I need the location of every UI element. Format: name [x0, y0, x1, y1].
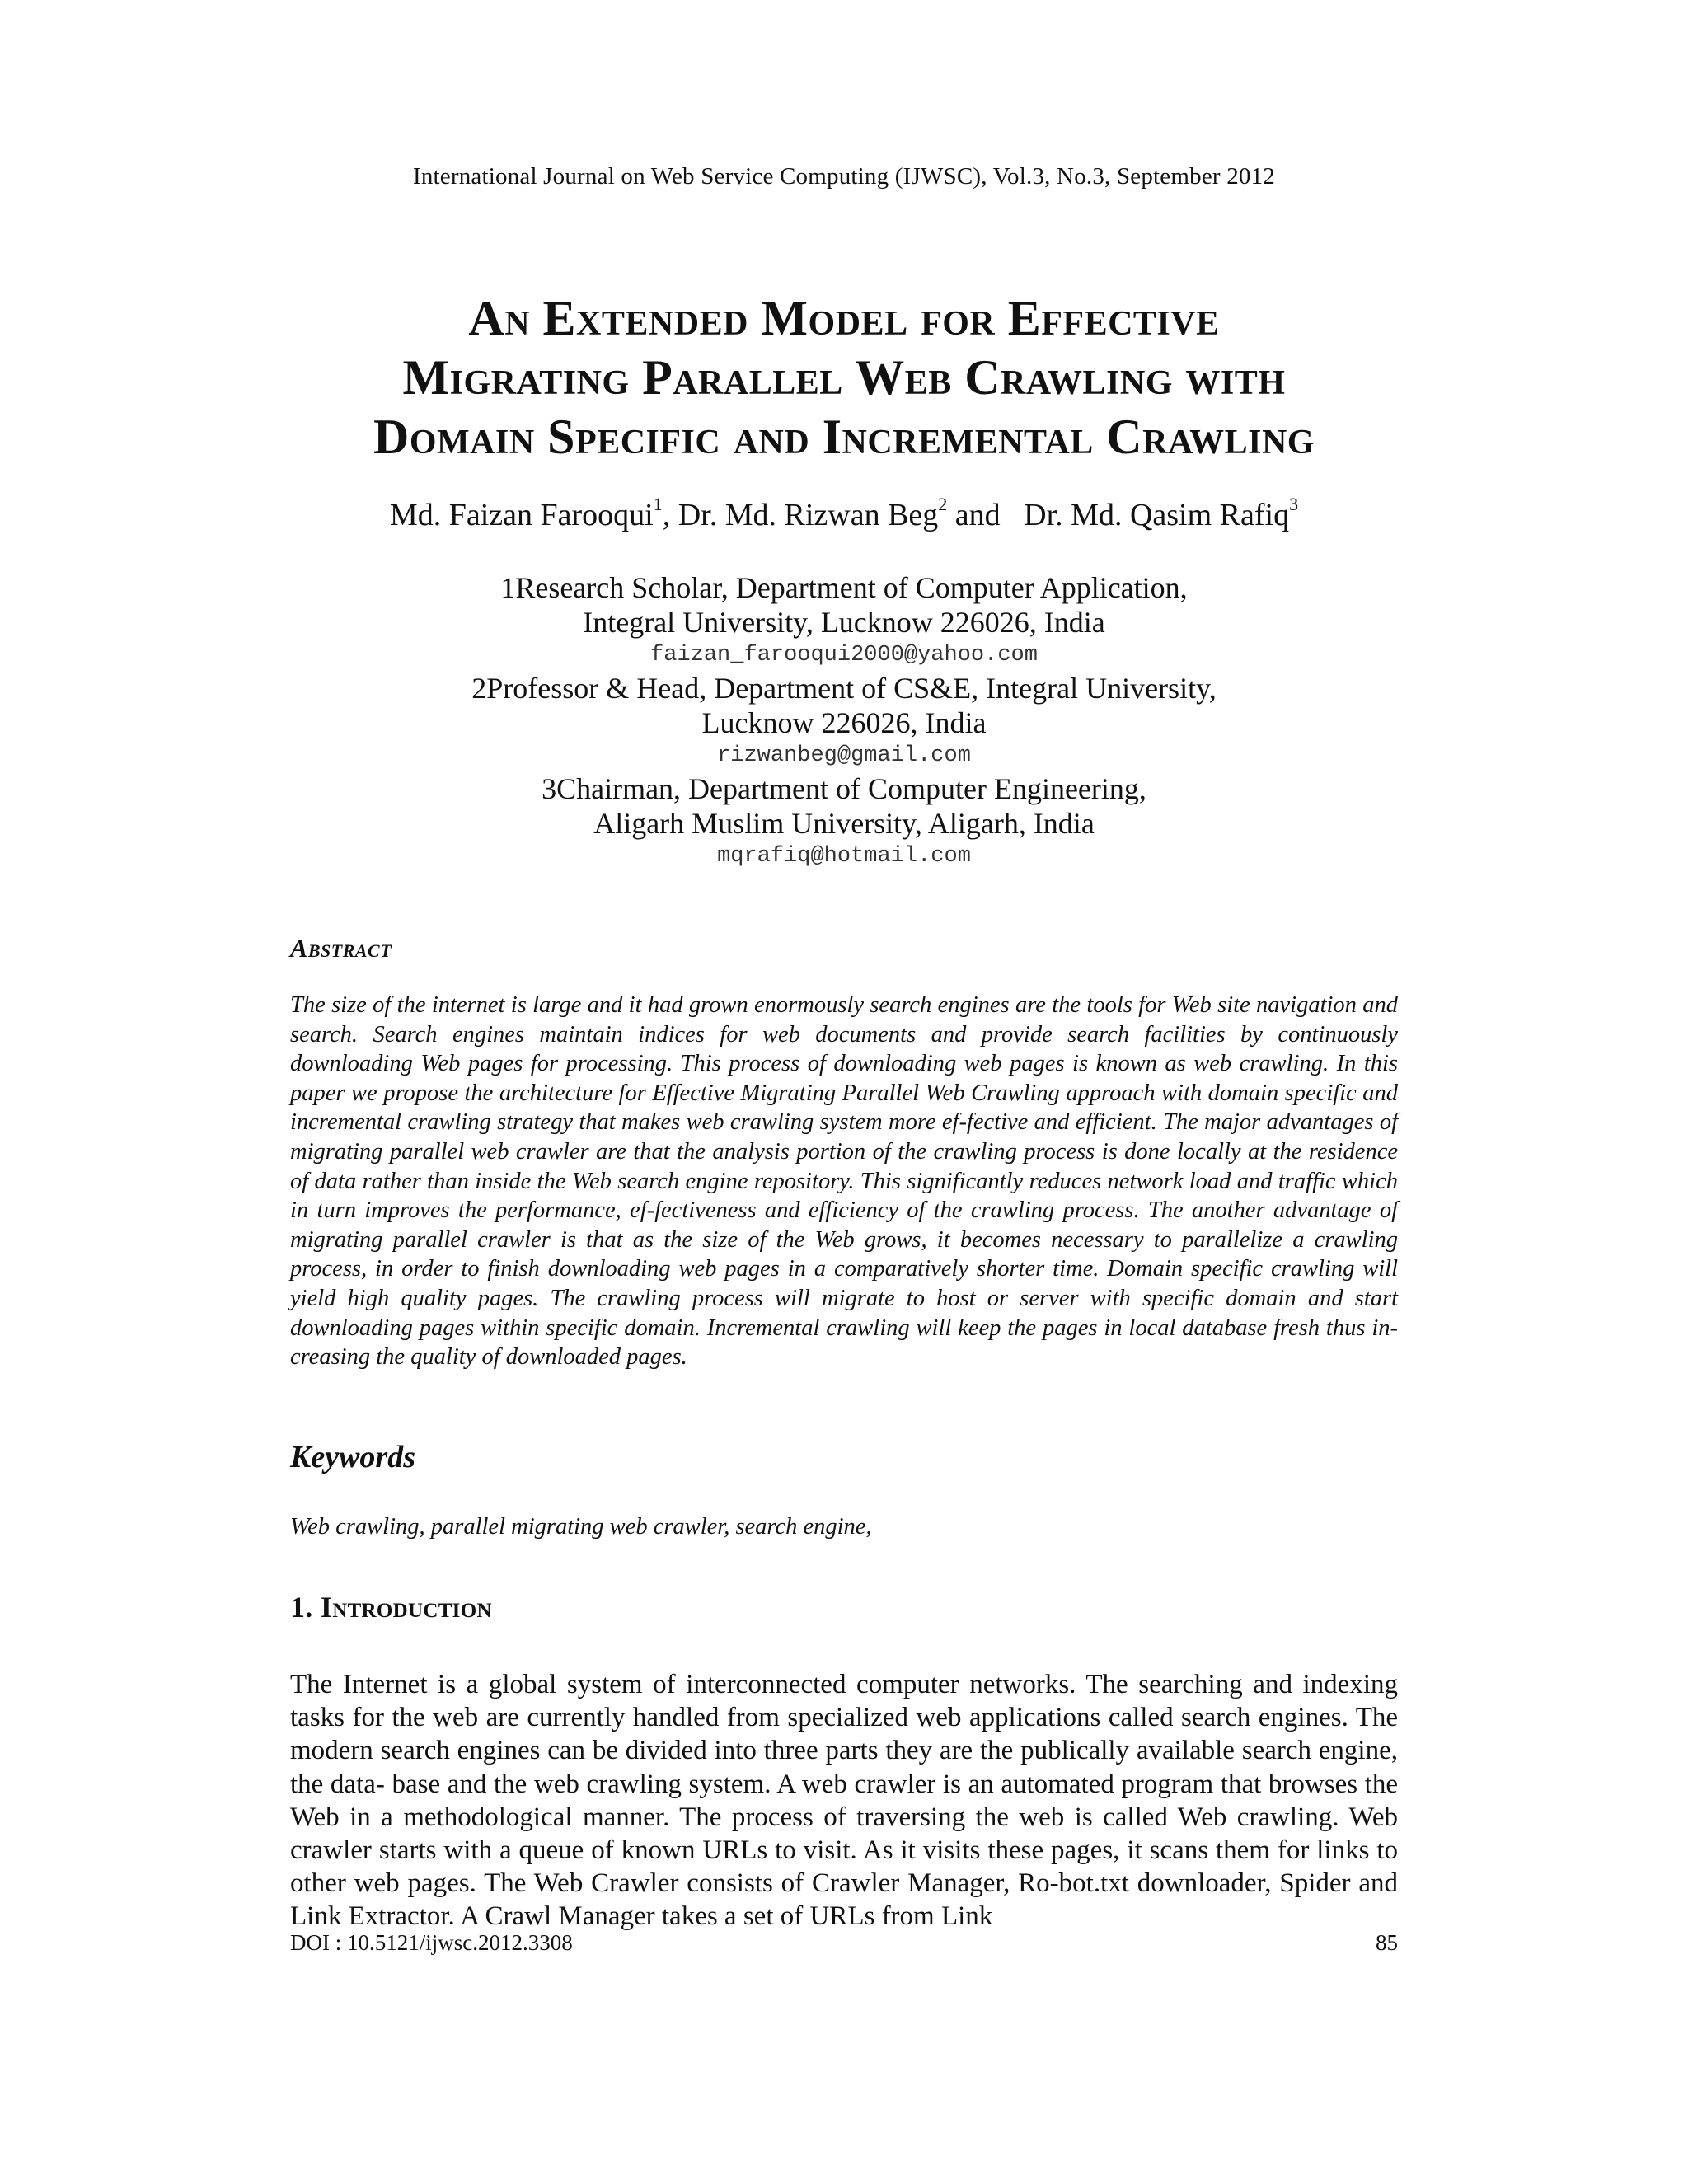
- author-name: Dr. Md. Rizwan Beg: [678, 498, 939, 532]
- paper-title: [190, 288, 1498, 466]
- page-number: 85: [1376, 1930, 1398, 1955]
- affiliations: [190, 570, 1498, 872]
- affiliation-line: Integral University, Lucknow 226026, India: [583, 606, 1105, 639]
- running-header: International Journal on Web Service Computing (IJWSC), Vol.3, No.3, September 2012: [412, 163, 1276, 190]
- title-line: Migrating Parallel Web Crawling with: [402, 350, 1286, 405]
- author-name: Md. Faizan Farooqui: [389, 498, 654, 532]
- introduction-paragraph: The Internet is a global system of interconnected computer networks. The searching and indexing tasks for the web are currently handled from specialized web applications called search engines. The modern search engines can be divided into three parts they are the publically available search engine, the data- base and the web crawling system. A web crawler is an automated program that browses the Web in a methodological manner. The process of traversing the web is called Web crawling. Web crawler starts with a queue of known URLs to visit. As it visits these pages, it scans them for links to other web pages. The Web Crawler consists of Crawler Manager, Ro-bot.txt downloader, Spider and Link Extractor. A Crawl Manager takes a set of URLs from Link: [290, 1670, 1398, 1932]
- author-separator: and: [947, 498, 1025, 532]
- title-line: Domain Specific and Incremental Crawling: [373, 410, 1315, 464]
- author-affiliation-mark: 2: [938, 494, 948, 514]
- author-email[interactable]: mqrafiq@hotmail.com: [717, 844, 971, 869]
- abstract-body: The size of the internet is large and it had grown enormously search engines are the tools for Web site navigation and search. Search engines maintain indices for web documents and provide search facilities by continuously downloading Web pages for processing. This process of downloading web pages is known as web crawling. In this paper we propose the architecture for Effective Migrating Parallel Web Crawling approach with domain specific and incremental crawling strategy that makes web crawling system more ef-fective and efficient. The major advantages of migrating parallel web crawler are that the analysis portion of the crawling process is done locally at the residence of data rather than inside the Web search engine repository. This significantly reduces network load and traffic which in turn improves the performance, ef-fectiveness and efficiency of the crawling process. The another advantage of migrating parallel crawler is that as the size of the Web grows, it becomes necessary to parallelize a crawling process, in order to finish downloading web pages in a comparatively shorter time. Domain specific crawling will yield high quality pages. The crawling process will migrate to host or server with specific domain and start downloading pages within specific domain. Incremental crawling will keep the pages in local database fresh thus in-creasing the quality of downloaded pages.: [290, 992, 1398, 1371]
- author-affiliation-mark: 3: [1289, 494, 1299, 514]
- section-heading-introduction: 1. Introduction: [290, 1591, 492, 1624]
- affiliation-line: 2Professor & Head, Department of CS&E, Integral University,: [471, 672, 1217, 705]
- author-email[interactable]: rizwanbeg@gmail.com: [717, 743, 971, 768]
- title-line: An Extended Model for Effective: [468, 291, 1220, 345]
- keywords-list: Web crawling, parallel migrating web crawler, search engine,: [290, 1514, 872, 1540]
- author-list: [190, 494, 1498, 536]
- author-affiliation-mark: 1: [653, 494, 663, 514]
- affiliation-line: Lucknow 226026, India: [701, 706, 987, 739]
- abstract-heading: Abstract: [290, 933, 392, 963]
- affiliation-line: 3Chairman, Department of Computer Engineering,: [542, 772, 1146, 805]
- author-email[interactable]: faizan_farooqui2000@yahoo.com: [650, 643, 1038, 668]
- author-name: Dr. Md. Qasim Rafiq: [1024, 498, 1290, 532]
- keywords-heading: Keywords: [290, 1440, 415, 1474]
- affiliation-line: Aligarh Muslim University, Aligarh, India: [593, 807, 1095, 840]
- author-separator: ,: [662, 498, 678, 532]
- doi-label: DOI : 10.5121/ijwsc.2012.3308: [290, 1930, 573, 1955]
- affiliation-line: 1Research Scholar, Department of Computer Application,: [500, 571, 1188, 604]
